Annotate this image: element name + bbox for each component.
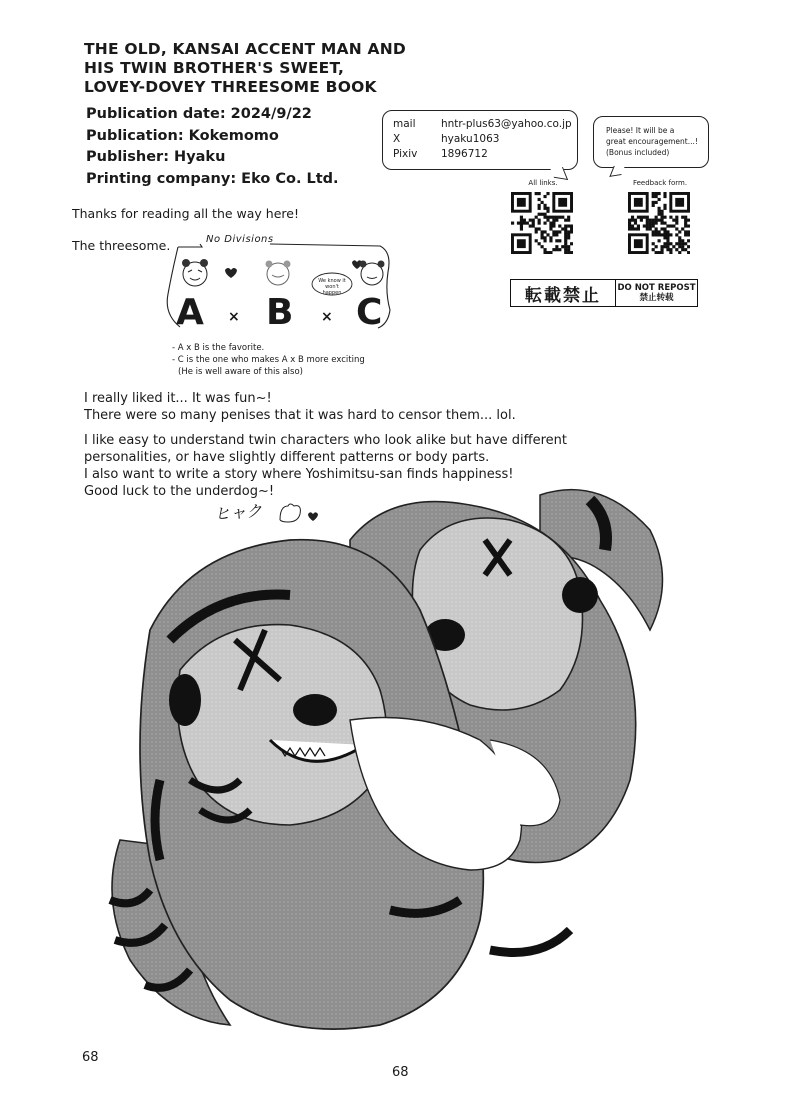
paragraph-2-line-3: I also want to write a story where Yoshimitsu-san finds happiness!	[84, 467, 514, 482]
paragraph-1	[84, 390, 516, 424]
paragraph-2-line-4: Good luck to the underdog~!	[84, 484, 275, 499]
book-title	[84, 40, 504, 97]
contact-bubble	[382, 110, 578, 170]
threesome-heading: The threesome.	[72, 238, 171, 253]
all-links-qr-code[interactable]	[511, 192, 573, 254]
times-sign: ×	[321, 309, 333, 325]
title-line-1: THE OLD, KANSAI ACCENT MAN AND	[84, 40, 406, 58]
no-repost-japanese: 転載禁止	[511, 280, 616, 306]
character-b-head-icon	[266, 261, 291, 286]
small-speech-bubble	[315, 278, 349, 296]
small-bubble-line-2: won't happen	[322, 284, 342, 296]
no-repost-badge	[510, 279, 698, 307]
pairing-notes	[172, 342, 365, 378]
letter-b: B	[266, 292, 294, 333]
feedback-form-qr-code[interactable]	[628, 192, 690, 254]
feedback-line-2: great encouragement...!	[606, 137, 698, 146]
times-sign: ×	[228, 309, 240, 325]
publisher: Publisher: Hyaku	[86, 149, 226, 165]
publication-name: Publication: Kokemomo	[86, 127, 279, 144]
pixiv-label: Pixiv	[393, 148, 418, 160]
publication-info	[86, 104, 339, 190]
bubble-tail	[609, 164, 625, 177]
paragraph-2-line-2: personalities, or have slightly different patterns or body parts.	[84, 450, 490, 465]
contact-mail-row	[393, 118, 572, 130]
character-a-head-icon	[182, 259, 208, 286]
character-c-head-icon	[360, 261, 385, 286]
mail-label: mail	[393, 118, 416, 130]
heart-icon	[225, 268, 237, 278]
feedback-text	[606, 125, 698, 158]
printing-company: Printing company: Eko Co. Ltd.	[86, 170, 339, 187]
letter-c: C	[356, 292, 383, 333]
note-line-3: (He is well aware of this also)	[178, 367, 303, 377]
paragraph-1-line-1: I really liked it... It was fun~!	[84, 391, 272, 406]
note-line-1: - A x B is the favorite.	[172, 343, 265, 353]
small-bubble-line-1: We know it	[318, 278, 346, 284]
page-number-left: 68	[82, 1050, 99, 1065]
title-line-2: HIS TWIN BROTHER'S SWEET,	[84, 59, 345, 77]
illustration-twin-tigers	[90, 480, 790, 1040]
title-line-3: LOVEY-DOVEY THREESOME BOOK	[84, 78, 377, 96]
no-repost-japanese-small: 禁止转载	[639, 293, 674, 303]
no-repost-english: DO NOT REPOST	[617, 283, 696, 293]
note-line-2: - C is the one who makes A x B more exciting	[172, 355, 365, 365]
x-value[interactable]: hyaku1063	[441, 133, 500, 145]
letter-a: A	[176, 292, 204, 333]
feedback-form-caption: Feedback form.	[632, 179, 688, 187]
publication-date: Publication date: 2024/9/22	[86, 106, 312, 122]
paragraph-2-line-1: I like easy to understand twin characters who look alike but have different	[84, 433, 568, 448]
mail-value[interactable]: hntr-plus63@yahoo.co.jp	[441, 118, 572, 130]
contact-pixiv-row	[393, 148, 488, 160]
page-number-center: 68	[392, 1065, 409, 1080]
contact-x-row	[393, 133, 499, 145]
paragraph-1-line-2: There were so many penises that it was hard to censor them... lol.	[84, 408, 516, 423]
all-links-caption: All links.	[528, 179, 558, 187]
feedback-line-1: Please! It will be a	[606, 126, 675, 135]
bubble-tail	[549, 165, 568, 180]
x-label: X	[393, 133, 401, 145]
no-divisions-note: No Divisions	[206, 234, 274, 245]
feedback-bubble	[593, 116, 709, 168]
signature: ヒャク	[213, 501, 263, 524]
thanks-text: Thanks for reading all the way here!	[72, 206, 299, 221]
feedback-line-3: (Bonus included)	[606, 148, 670, 157]
pixiv-value[interactable]: 1896712	[441, 148, 488, 160]
